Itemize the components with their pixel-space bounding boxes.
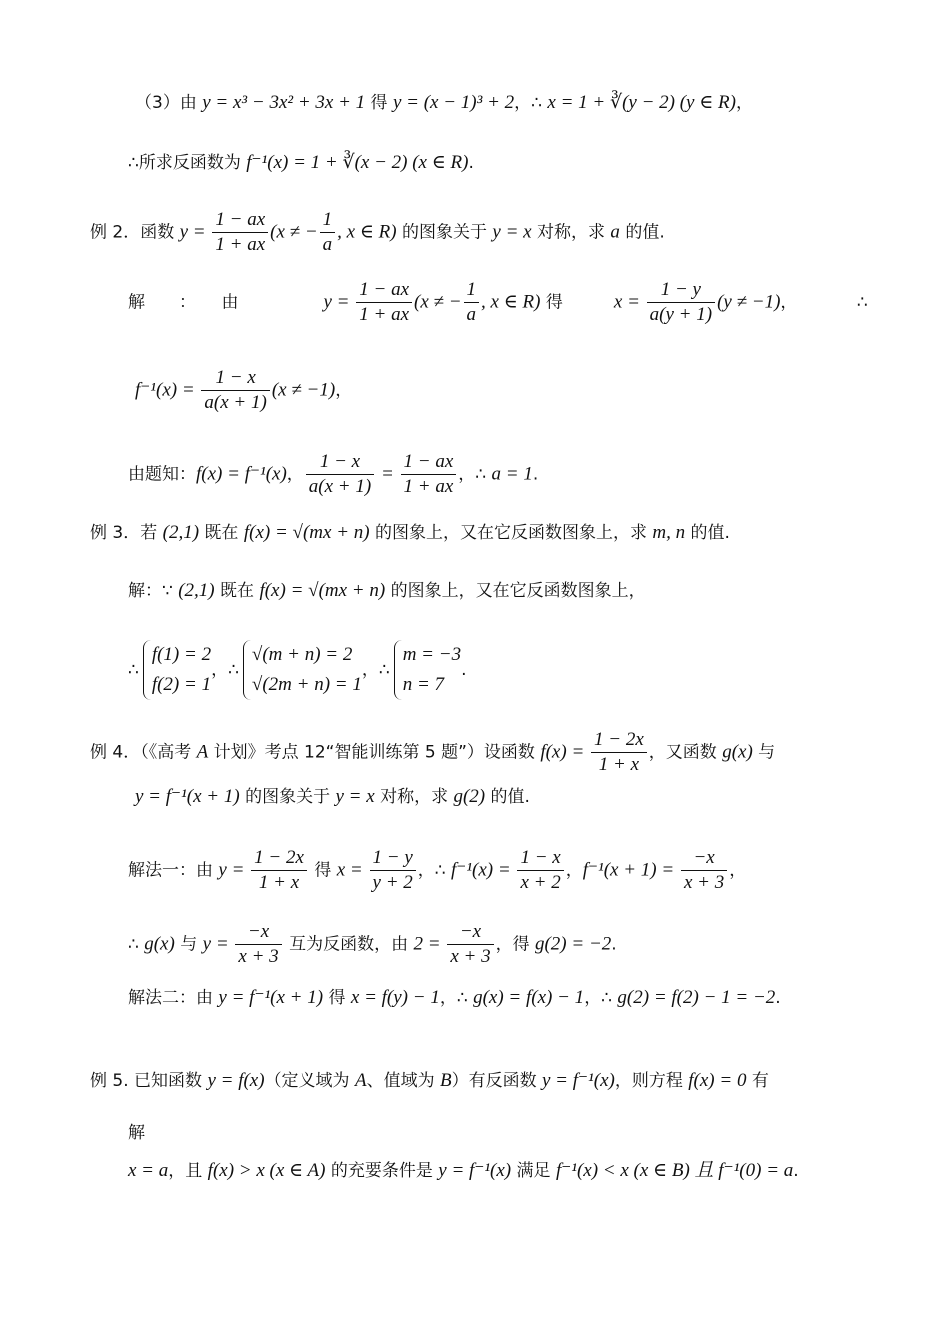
math-expression: f⁻¹(x) = 1 + ∛(x − 2) (x ∈ R) (246, 152, 469, 173)
fraction-numerator: 1 − x (517, 846, 563, 871)
math-expression: y = (x − 1)³ + 2 (392, 92, 515, 113)
math-expression: g(x) (144, 933, 175, 955)
fraction-numerator: 1 − x (306, 450, 374, 475)
math-expression: (2,1) (178, 580, 215, 601)
text-line-l11 (135, 784, 530, 810)
text-segment: 计划》考点 12“智能训练第 5 题”）设函数 (208, 742, 541, 763)
text-segment: 得 (308, 860, 337, 881)
math-expression: f(x) = √(mx + n) (259, 580, 386, 601)
fraction-numerator: 1 − x (201, 366, 269, 391)
text-segment: ∴ (128, 660, 139, 680)
text-line-l16 (128, 1120, 145, 1146)
text-segment: 的充要条件是 (325, 1161, 439, 1181)
fraction (235, 920, 281, 969)
text-segment: 由题知： (128, 464, 196, 485)
fraction (591, 728, 647, 777)
math-expression: f(x) = (540, 741, 590, 763)
math-expression: x = f(y) − 1 (350, 987, 440, 1008)
text-segment: . (461, 660, 467, 680)
fraction-denominator: a(x + 1) (308, 476, 372, 497)
equation-row: n = 7 (402, 674, 445, 695)
math-expression: y = x³ − 3x² + 3x + 1 (202, 92, 366, 113)
math-expression: x = a (128, 1160, 169, 1181)
text-segment: 例 5. 已知函数 (90, 1071, 208, 1091)
text-segment: 既在 (199, 523, 244, 543)
fraction (306, 450, 374, 499)
fraction (212, 208, 268, 257)
fraction (401, 450, 457, 499)
fraction-numerator: −x (235, 920, 281, 945)
text-line-l1 (135, 90, 753, 116)
math-expression: A (354, 1070, 367, 1091)
math-expression: (x ≠ − (270, 221, 318, 243)
text-segment: . (468, 153, 474, 173)
fraction-denominator: y + 2 (372, 872, 413, 893)
math-expression: y = x (492, 221, 532, 243)
fraction (647, 278, 715, 327)
text-line-l9 (128, 640, 466, 700)
fraction (370, 846, 416, 895)
math-expression: f⁻¹(x) = (451, 859, 516, 881)
text-segment: 解 ： 由 (128, 292, 324, 313)
text-segment: 例 2．函数 (90, 222, 180, 243)
math-expression: g(x) (722, 741, 753, 763)
text-line-l10 (90, 728, 775, 777)
text-line-l4 (128, 278, 868, 327)
math-expression: g(2) = −2 (534, 933, 612, 955)
text-segment: 的图象关于 (396, 222, 493, 243)
math-expression: a (610, 221, 620, 243)
math-expression: y = (323, 291, 355, 313)
text-segment: ∴ (128, 934, 145, 955)
fraction-numerator: 1 − y (647, 278, 715, 303)
fraction-denominator: 1 + ax (403, 476, 454, 497)
equation-system (143, 640, 211, 700)
equation-system (394, 640, 461, 700)
math-expression: x = 1 + ∛(y − 2) (y ∈ R) (547, 92, 736, 113)
text-segment: 与 (174, 934, 203, 955)
fraction-numerator: 1 (464, 278, 480, 303)
text-segment: . (775, 988, 781, 1008)
text-segment: ，∴ (417, 860, 452, 881)
text-segment: 的图象关于 (239, 787, 336, 807)
text-segment: 有 (746, 1071, 769, 1091)
text-segment: （定义域为 (264, 1071, 355, 1091)
equation-row: m = −3 (402, 644, 462, 665)
math-expression: , x ∈ R) (481, 291, 541, 313)
fraction (447, 920, 493, 969)
text-segment: ， (335, 380, 353, 401)
fraction (320, 208, 336, 257)
math-expression: x = (613, 291, 645, 313)
text-segment: ， (729, 860, 747, 881)
math-expression: y = f⁻¹(x + 1) (135, 786, 240, 807)
text-segment: ，得 (495, 934, 535, 955)
math-expression: A (196, 741, 209, 763)
text-line-l12 (128, 846, 746, 895)
math-expression: (2,1) (162, 522, 200, 543)
text-line-l17 (128, 1158, 799, 1184)
math-expression: y = f⁻¹(x) (438, 1160, 512, 1181)
math-expression: f⁻¹(x) = (135, 379, 200, 401)
text-segment: 得 (323, 988, 351, 1008)
text-segment: 解：∵ (128, 581, 179, 601)
text-segment: ，又函数 (648, 742, 723, 763)
fraction-numerator: 1 − y (370, 846, 416, 871)
text-segment: ，∴ (439, 988, 474, 1008)
math-expression: (y ≠ −1) (717, 291, 781, 313)
math-expression: 2 = (413, 933, 446, 955)
text-segment: ）有反函数 (451, 1071, 542, 1091)
math-expression: a = 1 (491, 463, 533, 485)
text-line-l6 (128, 450, 538, 499)
fraction-denominator: x + 3 (238, 946, 279, 967)
fraction-denominator: x + 3 (683, 872, 725, 893)
text-segment: 与 (752, 742, 776, 763)
math-expression: f(x) = 0 (688, 1070, 747, 1091)
text-line-l14 (128, 985, 781, 1011)
fraction-denominator: x + 2 (520, 872, 561, 893)
text-segment: 的图象上，又在它反函数图象上， (385, 581, 646, 601)
math-expression: (x ≠ −1) (271, 379, 336, 401)
fraction-denominator: x + 3 (450, 946, 491, 967)
equation-system (243, 640, 362, 700)
math-expression: f⁻¹(x + 1) = (582, 859, 679, 881)
math-expression: y = (202, 933, 234, 955)
text-segment: 得 (540, 292, 614, 313)
fraction-denominator: a(y + 1) (649, 304, 713, 325)
fraction-numerator: 1 − 2x (251, 846, 307, 871)
text-segment: 解法二：由 (128, 988, 219, 1008)
fraction-numerator: 1 (320, 208, 336, 233)
text-segment: ，且 (168, 1161, 208, 1181)
text-segment: ， (286, 464, 304, 485)
text-segment: ，∴ (458, 464, 492, 485)
text-segment: ，∴ (211, 660, 239, 680)
text-segment: 、值域为 (366, 1071, 440, 1091)
equation-row: √(m + n) = 2 (251, 644, 353, 665)
math-expression: y = (179, 221, 211, 243)
text-segment: ，∴ (361, 660, 390, 680)
equation-row: f(1) = 2 (151, 644, 212, 665)
fraction-numerator: 1 − ax (401, 450, 457, 475)
equation-row: f(2) = 1 (151, 674, 212, 695)
text-segment: 的值. (685, 523, 730, 543)
text-line-l7 (90, 520, 730, 546)
text-segment: . (532, 464, 539, 485)
text-segment: 对称，求 (531, 222, 611, 243)
math-expression: y = f⁻¹(x + 1) (218, 987, 324, 1008)
math-expression: g(2) (453, 786, 486, 807)
text-segment: 对称，求 (374, 787, 454, 807)
text-segment: 例 4．（《高考 (90, 742, 197, 763)
fraction-numerator: 1 − 2x (591, 728, 647, 753)
fraction-denominator: a(x + 1) (204, 392, 267, 413)
math-expression: y = (218, 859, 250, 881)
text-segment: 互为反函数，由 (283, 934, 414, 955)
math-expression: y = f⁻¹(x) (542, 1070, 615, 1091)
math-expression: f(x) > x (x ∈ A) (207, 1160, 326, 1181)
text-segment: ，∴ (514, 93, 548, 113)
text-line-l2 (128, 150, 474, 176)
text-segment: 解法一：由 (128, 860, 219, 881)
text-segment: 的值. (485, 787, 530, 807)
math-expression: (x ≠ − (414, 291, 462, 313)
fraction-numerator: −x (681, 846, 727, 871)
fraction (517, 846, 563, 895)
math-expression: y = x (335, 786, 375, 807)
math-expression: x = (336, 859, 368, 881)
equation-row: √(2m + n) = 1 (251, 674, 362, 695)
fraction-denominator: 1 + ax (359, 304, 410, 325)
fraction (464, 278, 480, 327)
text-line-l3 (90, 208, 665, 257)
text-line-l13 (128, 920, 617, 969)
math-expression: g(2) = f(2) − 1 = −2 (617, 987, 776, 1008)
fraction-denominator: a (322, 234, 333, 255)
math-expression: = (376, 463, 399, 485)
text-segment: ， ∴ (780, 292, 868, 313)
fraction-numerator: 1 − ax (212, 208, 268, 233)
fraction (681, 846, 727, 895)
text-segment: ， (565, 860, 583, 881)
fraction-denominator: 1 + x (258, 872, 300, 893)
fraction (356, 278, 412, 327)
math-expression: B (439, 1070, 452, 1091)
text-segment: . (793, 1161, 799, 1181)
text-line-l5 (135, 366, 352, 415)
math-expression: g(x) = f(x) − 1 (473, 987, 585, 1008)
fraction (251, 846, 307, 895)
text-segment: 既在 (214, 581, 260, 601)
math-expression: y = f(x) (207, 1070, 265, 1091)
text-line-l8 (128, 578, 646, 604)
math-expression: , x ∈ R) (337, 221, 397, 243)
text-segment: 解 (128, 1123, 145, 1143)
math-expression: f⁻¹(x) < x (x ∈ B) 且 f⁻¹(0) = a (555, 1160, 794, 1181)
text-segment: ∴所求反函数为 (128, 153, 247, 173)
text-segment: 得 (365, 93, 393, 113)
text-segment: （3）由 (135, 93, 203, 113)
fraction-denominator: 1 + x (598, 754, 640, 775)
text-segment: 例 3．若 (90, 523, 163, 543)
math-expression: f(x) = f⁻¹(x) (196, 463, 287, 485)
math-expression: m, n (652, 522, 686, 543)
text-segment: 的图象上，又在它反函数图象上，求 (369, 523, 653, 543)
math-expression: f(x) = √(mx + n) (243, 522, 370, 543)
fraction-denominator: 1 + ax (215, 234, 266, 255)
text-segment: 的值. (619, 222, 665, 243)
text-segment: ， (736, 93, 753, 113)
text-segment: ，∴ (584, 988, 618, 1008)
text-line-l15 (90, 1068, 769, 1094)
text-segment: . (611, 934, 617, 955)
fraction-numerator: −x (447, 920, 493, 945)
fraction (201, 366, 269, 415)
text-segment: 满足 (511, 1161, 556, 1181)
fraction-denominator: a (466, 304, 477, 325)
fraction-numerator: 1 − ax (356, 278, 412, 303)
text-segment: ，则方程 (614, 1071, 689, 1091)
